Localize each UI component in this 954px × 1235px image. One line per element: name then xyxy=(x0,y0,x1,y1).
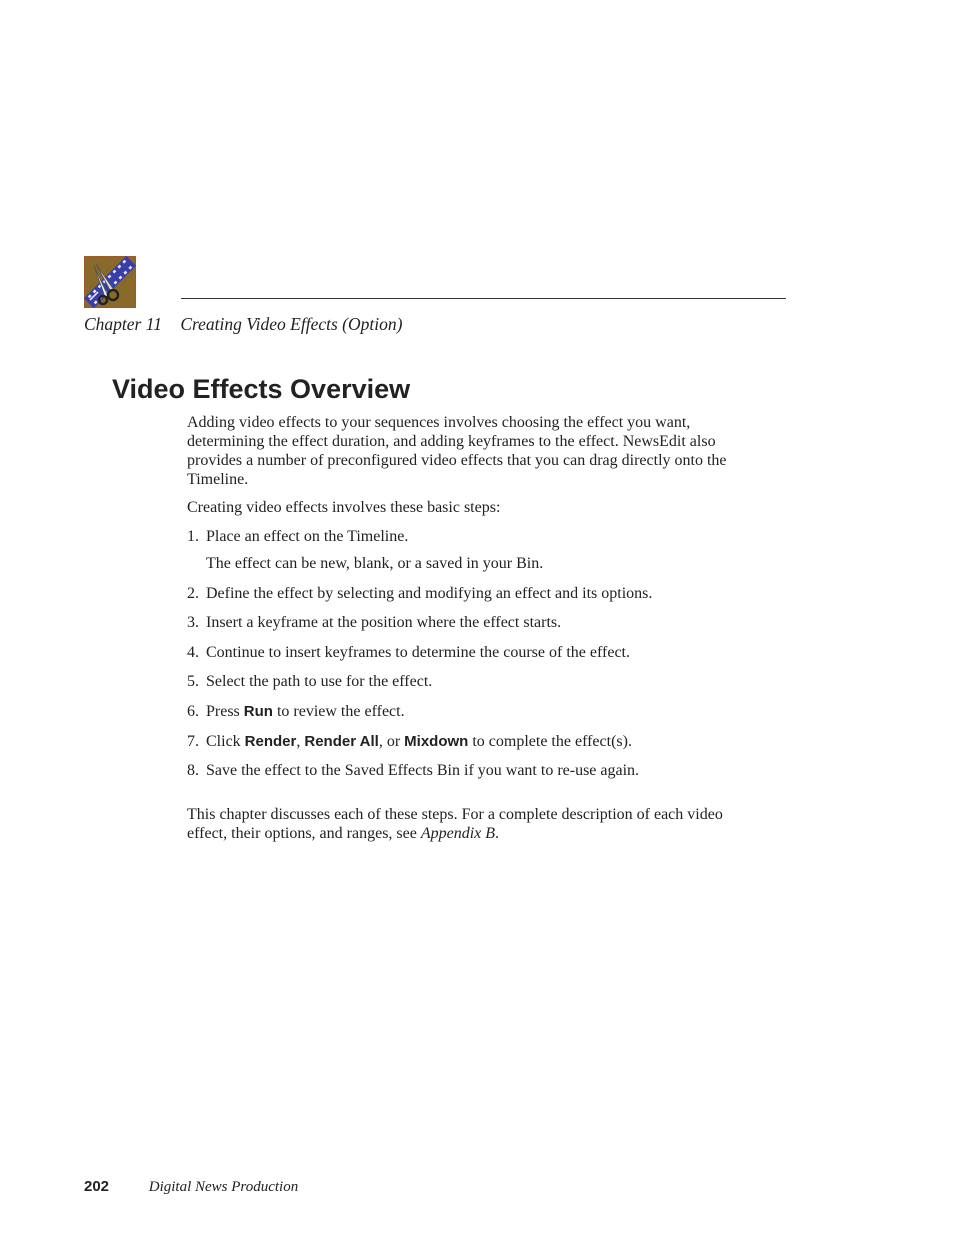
film-scissors-icon xyxy=(84,256,136,308)
chapter-number: Chapter 11 xyxy=(84,314,162,334)
list-item: 4. Continue to insert keyframes to determine the course of the effect. xyxy=(187,643,630,661)
book-title: Digital News Production xyxy=(148,1179,299,1195)
render-all-command: Render All xyxy=(304,732,379,750)
steps-lead: Creating video effects involves these basic steps: xyxy=(187,499,501,516)
list-item: 2. Define the effect by selecting and modifying an effect and its options. xyxy=(187,584,653,602)
body-text xyxy=(187,413,732,843)
chapter-logo xyxy=(84,256,136,308)
render-command: Render xyxy=(244,732,297,750)
chapter-header xyxy=(84,314,402,335)
step-text: Select the path to use for the effect. xyxy=(206,673,433,691)
page-number: 202 xyxy=(84,1178,110,1195)
section-heading: Video Effects Overview xyxy=(112,374,411,404)
step-text: Continue to insert keyframes to determine the course of the effect. xyxy=(206,643,630,661)
step-text: Insert a keyframe at the position where the effect starts. xyxy=(206,614,562,632)
step-text: Place an effect on the Timeline. xyxy=(206,528,409,545)
step-note: The effect can be new, blank, or a saved in your Bin. xyxy=(206,555,544,572)
list-item: 7. Click Render, Render All, or Mixdown to complete the effect(s). xyxy=(187,732,632,750)
mixdown-command: Mixdown xyxy=(404,732,469,750)
list-item: 5. Select the path to use for the effect. xyxy=(187,673,433,691)
page-footer xyxy=(84,1178,298,1196)
step-text: Save the effect to the Saved Effects Bin if you want to re-use again. xyxy=(206,762,640,780)
intro-paragraph: Adding video effects to your sequences involves choosing the effect you want, determining the effect duration, and adding keyframes to the effect. NewsEdit also provides a number of preconfigured video effects that you can drag directly onto the Timeline. xyxy=(187,414,727,488)
list-item: 3. Insert a keyframe at the position where the effect starts. xyxy=(187,614,562,632)
list-item: 8. Save the effect to the Saved Effects Bin if you want to re-use again. xyxy=(187,762,640,780)
step-text: Define the effect by selecting and modifying an effect and its options. xyxy=(206,584,653,602)
steps-list xyxy=(187,527,732,780)
chapter-title: Creating Video Effects (Option) xyxy=(180,314,403,334)
list-item: 6. Press Run to review the effect. xyxy=(187,702,405,720)
run-command: Run xyxy=(243,702,273,720)
list-item: 1. Place an effect on the Timeline. The effect can be new, blank, or a saved in your Bin. xyxy=(187,527,732,573)
closing-paragraph: This chapter discusses each of these steps. For a complete description of each video effect, their options, and ranges, see Appendix B. xyxy=(187,806,723,843)
appendix-reference: Appendix B xyxy=(420,825,496,843)
header-rule xyxy=(181,298,786,299)
